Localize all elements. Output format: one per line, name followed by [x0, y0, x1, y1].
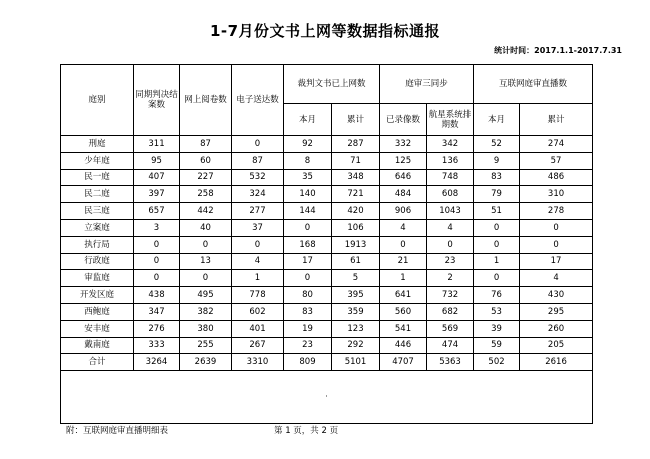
cell-court: 戴南庭 — [61, 337, 134, 354]
table-row — [61, 169, 593, 186]
cell-pending: 276 — [134, 320, 180, 337]
cell-e-delivery: 277 — [232, 203, 284, 220]
cell-l-month: 79 — [474, 186, 520, 203]
cell-online-files: 2639 — [180, 354, 232, 371]
cell-court: 民三庭 — [61, 203, 134, 220]
page-info: 第 1 页，共 2 页 — [274, 426, 339, 436]
cell-j-month: 140 — [284, 186, 332, 203]
cell-pending: 3264 — [134, 354, 180, 371]
cell-recorded: 4707 — [380, 354, 427, 371]
table-row — [61, 270, 593, 287]
cell-l-month: 502 — [474, 354, 520, 371]
cell-court: 西鲍庭 — [61, 303, 134, 320]
cell-j-total: 123 — [332, 320, 380, 337]
cell-e-delivery: 602 — [232, 303, 284, 320]
cell-j-month: 168 — [284, 236, 332, 253]
cell-j-total: 721 — [332, 186, 380, 203]
cell-e-delivery: 3310 — [232, 354, 284, 371]
cell-l-month: 51 — [474, 203, 520, 220]
cell-xingxing: 23 — [427, 253, 474, 270]
cell-j-month: 809 — [284, 354, 332, 371]
cell-j-total: 420 — [332, 203, 380, 220]
cell-online-files: 442 — [180, 203, 232, 220]
cell-j-month: 83 — [284, 303, 332, 320]
cell-l-month: 83 — [474, 169, 520, 186]
cell-recorded: 21 — [380, 253, 427, 270]
cell-j-total: 71 — [332, 152, 380, 169]
cell-pending: 0 — [134, 236, 180, 253]
cell-xingxing: 732 — [427, 287, 474, 304]
cell-e-delivery: 267 — [232, 337, 284, 354]
table-row — [61, 203, 593, 220]
cell-recorded: 646 — [380, 169, 427, 186]
col-header-pending: 同期判决结案数 — [134, 65, 180, 136]
cell-j-month: 35 — [284, 169, 332, 186]
col-group-sync: 庭审三同步 — [380, 65, 474, 104]
cell-j-total: 1913 — [332, 236, 380, 253]
cell-l-month: 0 — [474, 270, 520, 287]
col-header-recorded: 已录像数 — [380, 104, 427, 136]
cell-e-delivery: 532 — [232, 169, 284, 186]
cell-pending: 407 — [134, 169, 180, 186]
cell-court: 立案庭 — [61, 219, 134, 236]
table-row — [61, 320, 593, 337]
cell-online-files: 382 — [180, 303, 232, 320]
cell-court: 安丰庭 — [61, 320, 134, 337]
cell-recorded: 1 — [380, 270, 427, 287]
cell-l-total: 4 — [520, 270, 593, 287]
cell-pending: 0 — [134, 253, 180, 270]
col-header-xingxing: 航星系统排期数 — [427, 104, 474, 136]
cell-recorded: 446 — [380, 337, 427, 354]
cell-j-total: 359 — [332, 303, 380, 320]
cell-xingxing: 4 — [427, 219, 474, 236]
cell-online-files: 495 — [180, 287, 232, 304]
cell-xingxing: 748 — [427, 169, 474, 186]
cell-court: 民一庭 — [61, 169, 134, 186]
footer-note: 附：互联网庭审直播明细表 — [66, 426, 169, 436]
cell-online-files: 227 — [180, 169, 232, 186]
cell-court: 开发区庭 — [61, 287, 134, 304]
cell-l-month: 53 — [474, 303, 520, 320]
cell-j-total: 106 — [332, 219, 380, 236]
table-row — [61, 337, 593, 354]
table-row — [61, 152, 593, 169]
cell-l-month: 76 — [474, 287, 520, 304]
cell-recorded: 125 — [380, 152, 427, 169]
cell-e-delivery: 324 — [232, 186, 284, 203]
table-row — [61, 287, 593, 304]
table-body — [61, 136, 593, 424]
table-row — [61, 236, 593, 253]
col-header-court: 庭别 — [61, 65, 134, 136]
table-row — [61, 253, 593, 270]
cell-recorded: 0 — [380, 236, 427, 253]
cell-j-month: 144 — [284, 203, 332, 220]
cell-online-files: 380 — [180, 320, 232, 337]
cell-recorded: 4 — [380, 219, 427, 236]
table-row — [61, 303, 593, 320]
cell-recorded: 541 — [380, 320, 427, 337]
cell-pending: 333 — [134, 337, 180, 354]
col-header-online-files: 网上阅卷数 — [180, 65, 232, 136]
cell-l-total: 430 — [520, 287, 593, 304]
cell-e-delivery: 778 — [232, 287, 284, 304]
cell-l-month: 9 — [474, 152, 520, 169]
cell-online-files: 40 — [180, 219, 232, 236]
cell-court: 少年庭 — [61, 152, 134, 169]
cell-l-month: 0 — [474, 236, 520, 253]
cell-l-total: 260 — [520, 320, 593, 337]
col-group-live: 互联网庭审直播数 — [474, 65, 593, 104]
cell-l-total: 278 — [520, 203, 593, 220]
cell-l-total: 17 — [520, 253, 593, 270]
cell-j-total: 61 — [332, 253, 380, 270]
cell-j-month: 80 — [284, 287, 332, 304]
col-header-judgments-month: 本月 — [284, 104, 332, 136]
col-header-live-total: 累计 — [520, 104, 593, 136]
cell-j-month: 92 — [284, 136, 332, 153]
cell-l-month: 59 — [474, 337, 520, 354]
cell-l-total: 310 — [520, 186, 593, 203]
cell-online-files: 87 — [180, 136, 232, 153]
cell-recorded: 332 — [380, 136, 427, 153]
cell-l-total: 57 — [520, 152, 593, 169]
cell-j-month: 17 — [284, 253, 332, 270]
cell-j-month: 0 — [284, 219, 332, 236]
cell-court: 审监庭 — [61, 270, 134, 287]
cell-xingxing: 136 — [427, 152, 474, 169]
header-row-1 — [61, 65, 593, 104]
cell-online-files: 255 — [180, 337, 232, 354]
cell-j-total: 5 — [332, 270, 380, 287]
cell-court: 刑庭 — [61, 136, 134, 153]
col-group-judgments: 裁判文书已上网数 — [284, 65, 380, 104]
cell-pending: 3 — [134, 219, 180, 236]
cell-xingxing: 2 — [427, 270, 474, 287]
cell-l-total: 486 — [520, 169, 593, 186]
cell-j-total: 5101 — [332, 354, 380, 371]
cell-e-delivery: 0 — [232, 236, 284, 253]
cell-online-files: 13 — [180, 253, 232, 270]
cell-court: 执行局 — [61, 236, 134, 253]
cell-online-files: 258 — [180, 186, 232, 203]
cell-l-month: 39 — [474, 320, 520, 337]
cell-court: 行政庭 — [61, 253, 134, 270]
cell-xingxing: 5363 — [427, 354, 474, 371]
cell-xingxing: 342 — [427, 136, 474, 153]
cell-pending: 347 — [134, 303, 180, 320]
cell-online-files: 60 — [180, 152, 232, 169]
cell-j-total: 292 — [332, 337, 380, 354]
cell-pending: 397 — [134, 186, 180, 203]
table-row — [61, 219, 593, 236]
cell-l-month: 52 — [474, 136, 520, 153]
blank-row-mark: · — [325, 392, 328, 402]
col-header-live-month: 本月 — [474, 104, 520, 136]
cell-xingxing: 682 — [427, 303, 474, 320]
cell-pending: 0 — [134, 270, 180, 287]
cell-l-total: 0 — [520, 236, 593, 253]
cell-e-delivery: 1 — [232, 270, 284, 287]
cell-l-total: 295 — [520, 303, 593, 320]
table-row — [61, 136, 593, 153]
blank-row-cell — [61, 371, 593, 424]
cell-recorded: 560 — [380, 303, 427, 320]
report-title: 1-7月份文书上网等数据指标通报 — [209, 22, 441, 40]
cell-j-month: 0 — [284, 270, 332, 287]
cell-online-files: 0 — [180, 270, 232, 287]
cell-e-delivery: 401 — [232, 320, 284, 337]
cell-j-month: 23 — [284, 337, 332, 354]
cell-recorded: 906 — [380, 203, 427, 220]
cell-pending: 438 — [134, 287, 180, 304]
cell-j-total: 348 — [332, 169, 380, 186]
cell-xingxing: 569 — [427, 320, 474, 337]
cell-l-total: 0 — [520, 219, 593, 236]
cell-l-total: 274 — [520, 136, 593, 153]
cell-online-files: 0 — [180, 236, 232, 253]
cell-l-total: 2616 — [520, 354, 593, 371]
cell-j-month: 8 — [284, 152, 332, 169]
cell-l-month: 0 — [474, 219, 520, 236]
cell-pending: 657 — [134, 203, 180, 220]
col-header-judgments-total: 累计 — [332, 104, 380, 136]
cell-court: 民二庭 — [61, 186, 134, 203]
cell-xingxing: 474 — [427, 337, 474, 354]
cell-pending: 95 — [134, 152, 180, 169]
cell-xingxing: 0 — [427, 236, 474, 253]
cell-xingxing: 1043 — [427, 203, 474, 220]
cell-pending: 311 — [134, 136, 180, 153]
cell-l-total: 205 — [520, 337, 593, 354]
table-row — [61, 186, 593, 203]
cell-j-month: 19 — [284, 320, 332, 337]
cell-recorded: 484 — [380, 186, 427, 203]
cell-l-month: 1 — [474, 253, 520, 270]
cell-e-delivery: 87 — [232, 152, 284, 169]
blank-row — [61, 371, 593, 424]
cell-e-delivery: 0 — [232, 136, 284, 153]
col-header-e-delivery: 电子送达数 — [232, 65, 284, 136]
cell-j-total: 395 — [332, 287, 380, 304]
cell-xingxing: 608 — [427, 186, 474, 203]
cell-e-delivery: 37 — [232, 219, 284, 236]
stat-period: 统计时间：2017.1.1-2017.7.31 — [494, 46, 622, 55]
report-table — [60, 64, 593, 424]
cell-court: 合计 — [61, 354, 134, 371]
cell-e-delivery: 4 — [232, 253, 284, 270]
cell-recorded: 641 — [380, 287, 427, 304]
cell-j-total: 287 — [332, 136, 380, 153]
table-row — [61, 354, 593, 371]
